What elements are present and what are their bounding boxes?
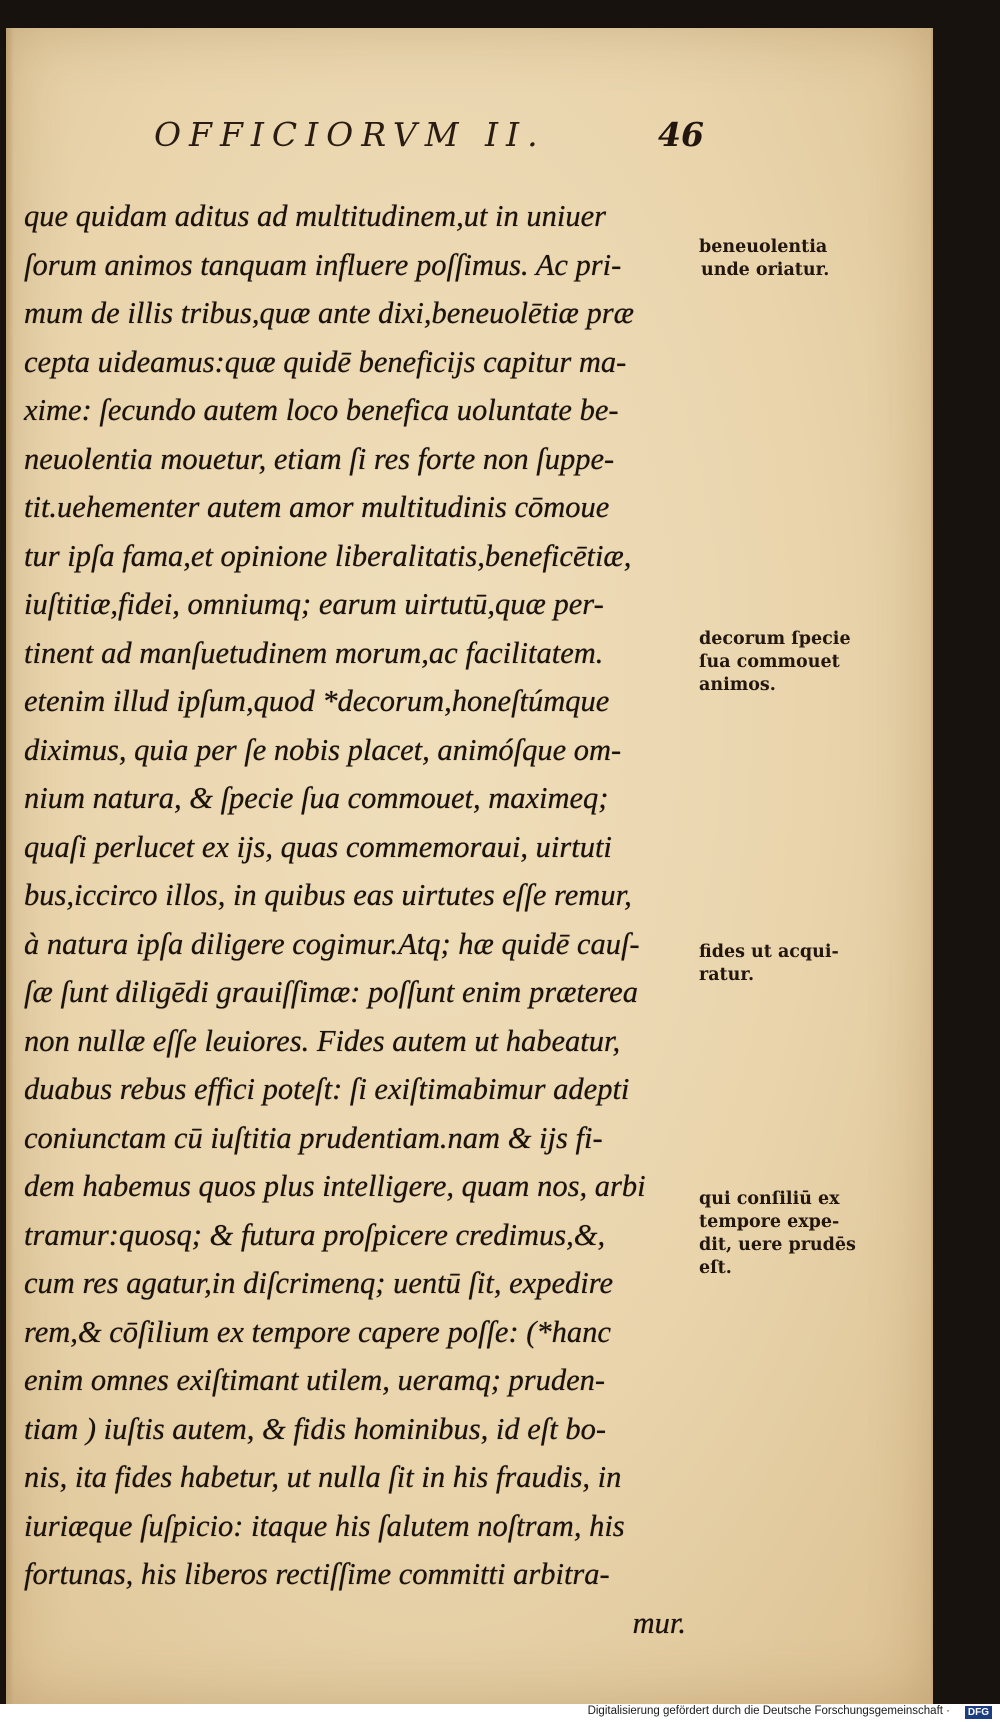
text-line: que quidam aditus ad multitudinem,ut in uniuer — [24, 199, 607, 233]
marginal-note-line: qui conſiliū ex — [699, 1189, 840, 1209]
marginal-note-line: decorum ſpecie — [699, 629, 851, 649]
text-line: mum de illis tribus,quæ ante dixi,beneuolētiæ præ — [24, 296, 634, 330]
text-line: enim omnes exiſtimant utilem, ueramq; pruden- — [24, 1363, 606, 1397]
marginal-note-line: ratur. — [699, 965, 755, 985]
funding-credit: Digitalisierung gefördert durch die Deutsche Forschungsgemeinschaft · — [587, 1705, 950, 1717]
text-line: rem,& cōſilium ex tempore capere poſſe: (*hanc — [24, 1314, 611, 1349]
text-line: duabus rebus effici poteſt: ſi exiſtimabimur adepti — [24, 1072, 630, 1106]
text-line: tinent ad manſuetudinem morum,ac facilitatem. — [24, 635, 604, 670]
marginal-note-line: animos. — [699, 675, 776, 695]
text-line: ſorum animos tanquam influere poſſimus. Ac pri- — [24, 247, 622, 282]
text-line: bus,iccirco illos, in quibus eas uirtutes eſſe remur, — [24, 878, 632, 912]
marginal-note-line: eſt. — [699, 1258, 732, 1278]
text-line: coniunctam cū iuſtitia prudentiam.nam & ijs fi- — [24, 1120, 603, 1155]
text-line: tur ipſa fama,et opinione liberalitatis,beneficētiæ, — [24, 538, 632, 573]
text-line: quaſi perlucet ex ijs, quas commemoraui, uirtuti — [24, 829, 612, 864]
marginal-note — [699, 628, 929, 697]
text-line: tiam ) iuſtis autem, & fidis hominibus, id eſt bo- — [24, 1411, 607, 1446]
text-line: tit.uehementer autem amor multitudinis cōmoue — [24, 490, 610, 524]
text-line: tramur:quosq; & futura proſpicere credimus,&, — [24, 1217, 606, 1252]
text-line: cum res agatur,in diſcrimenq; uentū ſit, expedire — [24, 1266, 613, 1300]
text-line: iuriæque ſuſpicio: itaque his ſalutem noſtram, his — [24, 1508, 625, 1543]
marginal-note-line: beneuolentia — [699, 237, 828, 257]
text-line: iuſtitiæ,fidei, omniumq; earum uirtutū,quæ per- — [24, 587, 604, 621]
text-line: neuolentia mouetur, etiam ſi res forte non ſuppe- — [24, 441, 615, 476]
text-line: fortunas, his liberos rectiſſime committi arbitra- — [24, 1557, 610, 1591]
text-line: non nullæ eſſe leuiores. Fides autem ut habeatur, — [24, 1023, 621, 1058]
text-line: xime: ſecundo autem loco benefica uoluntate be- — [24, 393, 619, 427]
page-number: 46 — [658, 115, 704, 154]
text-line: nis, ita fides habetur, ut nulla ſit in his fraudis, in — [24, 1460, 622, 1494]
book-page — [6, 28, 933, 1704]
marginal-note-line: fides ut acqui- — [699, 942, 839, 962]
running-title: OFFICIORVM II. — [154, 115, 546, 154]
text-line: cepta uideamus:quæ quidē beneficijs capitur ma- — [24, 344, 627, 379]
running-head — [6, 115, 931, 165]
footer-bar — [0, 1704, 1000, 1722]
text-line: nium natura, & ſpecie ſua commouet, maximeq; — [24, 781, 609, 815]
marginal-note — [699, 236, 929, 282]
marginal-note-line: tempore expe- — [699, 1212, 840, 1232]
body-text — [24, 192, 696, 1647]
marginal-note — [699, 941, 929, 987]
text-line: etenim illud ipſum,quod *decorum,honeſtúmque — [24, 684, 610, 718]
dfg-logo: DFG — [965, 1706, 992, 1719]
text-line: à natura ipſa diligere cogimur.Atq; hæ quidē cauſ- — [24, 926, 640, 961]
text-line: diximus, quia per ſe nobis placet, animóſque om- — [24, 732, 622, 767]
marginal-note-line: ſua commouet — [699, 652, 840, 672]
text-line: mur. — [632, 1605, 686, 1640]
text-line: dem habemus quos plus intelligere, quam nos, arbi — [24, 1169, 646, 1203]
text-line: ſæ ſunt diligēdi grauiſſimæ: poſſunt enim præterea — [24, 975, 638, 1009]
marginal-note — [699, 1188, 929, 1280]
marginal-note-line: unde oriatur. — [701, 260, 830, 280]
marginal-note-line: dit, uere prudēs — [699, 1235, 856, 1255]
page-edge — [6, 28, 14, 1704]
